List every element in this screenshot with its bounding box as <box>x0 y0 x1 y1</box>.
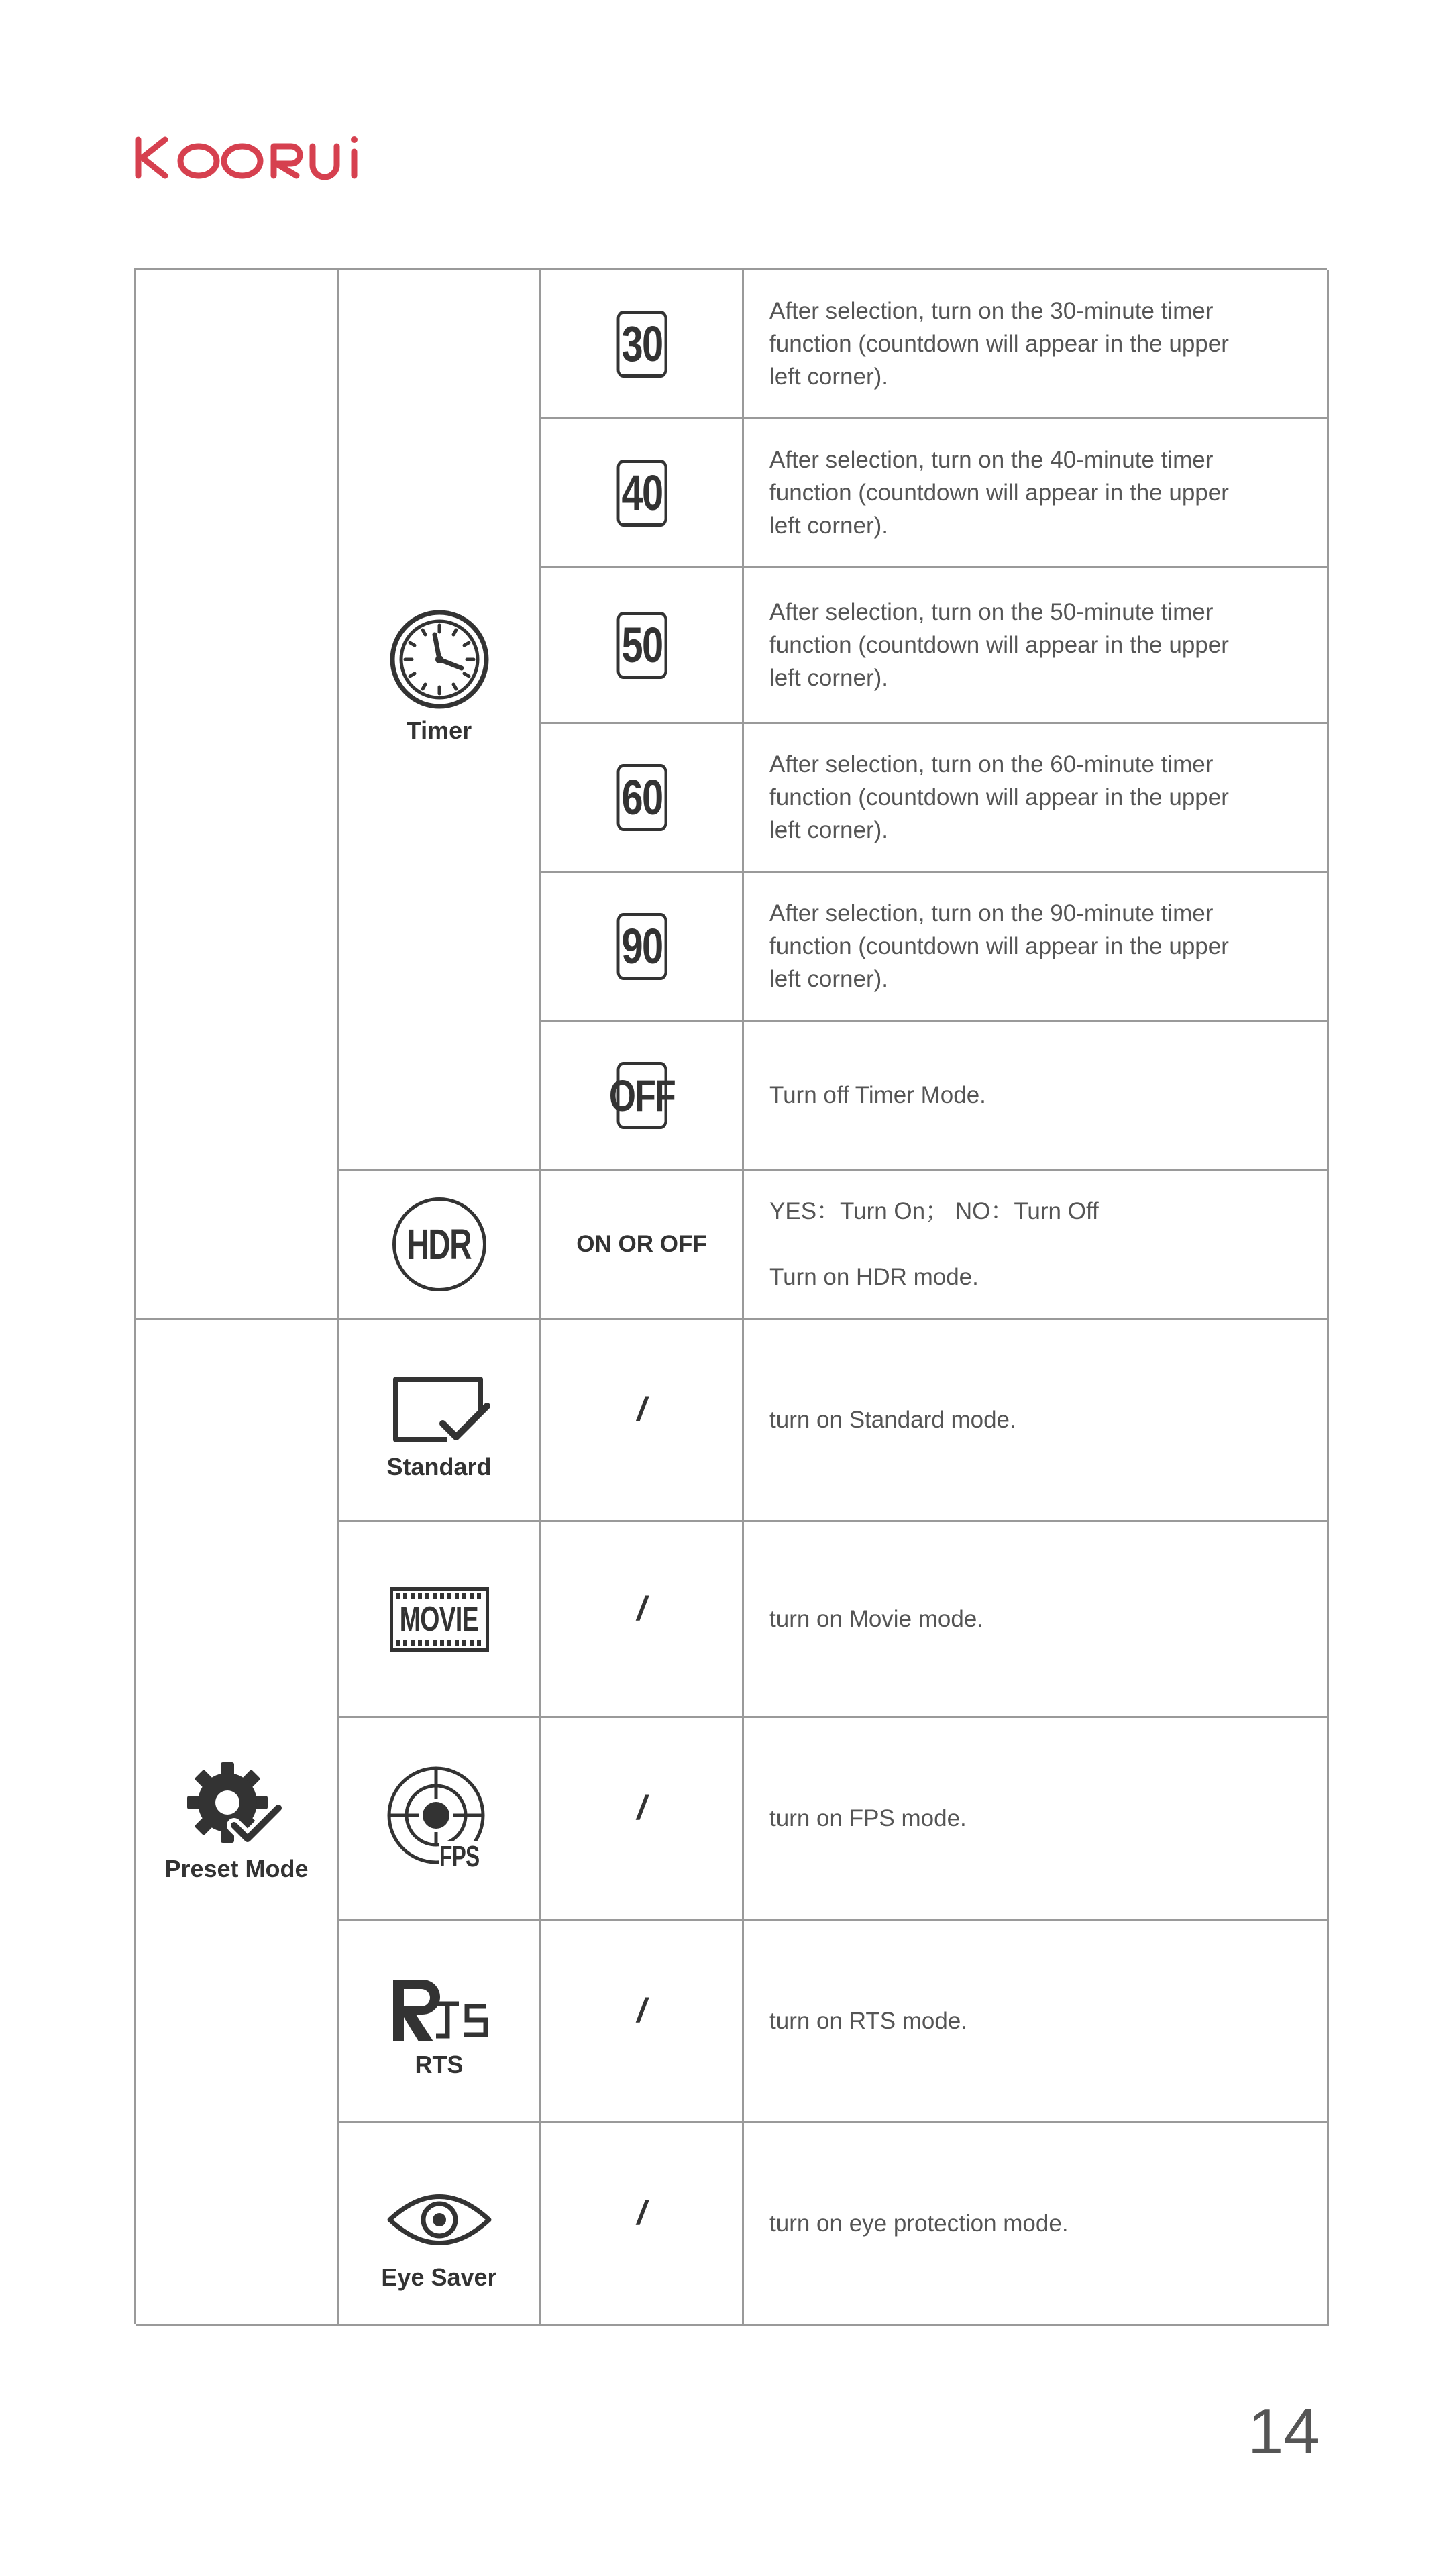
standard-mode-cell <box>339 1320 541 1522</box>
hdr-icon <box>392 1197 486 1291</box>
desc-line: turn on FPS mode. <box>769 1805 967 1831</box>
category-cell-empty <box>136 270 339 1320</box>
eye-saver-value-cell <box>541 2123 744 2326</box>
desc-line: After selection, turn on the 60-minute timer <box>769 751 1214 777</box>
movie-value: / <box>637 1589 647 1627</box>
preset-gear-icon <box>186 1761 286 1848</box>
desc-line: function (countdown will appear in the upper <box>769 331 1229 357</box>
fps-crosshair-icon <box>386 1765 493 1872</box>
movie-icon-text: MOVIE <box>399 1599 479 1639</box>
standard-label: Standard <box>386 1452 492 1481</box>
desc-line: After selection, turn on the 90-minute timer <box>769 900 1214 926</box>
desc-line: Turn off Timer Mode. <box>769 1082 986 1108</box>
rts-desc-cell <box>744 1921 1329 2123</box>
rts-icon <box>389 1977 490 2044</box>
koorui-logo <box>133 131 381 185</box>
timer-option-off <box>541 1022 744 1171</box>
hdr-cell <box>339 1171 541 1320</box>
timer-value-badge: 90 <box>616 913 667 980</box>
movie-icon <box>390 1587 489 1652</box>
fps-mode-cell <box>339 1718 541 1921</box>
timer-option-90 <box>541 873 744 1022</box>
movie-desc-cell <box>744 1522 1329 1718</box>
desc-line: left corner). <box>769 817 888 843</box>
standard-value-cell <box>541 1320 744 1522</box>
desc-line: turn on eye protection mode. <box>769 2210 1069 2237</box>
settings-table <box>134 268 1327 2324</box>
hdr-setting: ON OR OFF <box>576 1230 707 1257</box>
desc-line: function (countdown will appear in the upper <box>769 933 1229 959</box>
hdr-icon-text: HDR <box>407 1220 472 1269</box>
hdr-desc-cell <box>744 1171 1329 1320</box>
desc-line: function (countdown will appear in the upper <box>769 480 1229 506</box>
timer-option-50 <box>541 568 744 724</box>
timer-desc-40 <box>744 419 1329 568</box>
desc-line: After selection, turn on the 30-minute timer <box>769 298 1214 324</box>
desc-line: left corner). <box>769 966 888 992</box>
rts-value-cell <box>541 1921 744 2123</box>
timer-desc-off <box>744 1022 1329 1171</box>
standard-monitor-icon <box>389 1373 490 1446</box>
rts-mode-cell <box>339 1921 541 2123</box>
standard-value: / <box>637 1390 647 1428</box>
fps-value-cell <box>541 1718 744 1921</box>
fps-icon-text: FPS <box>439 1839 479 1873</box>
timer-option-30 <box>541 270 744 419</box>
desc-line: function (countdown will appear in the upper <box>769 784 1229 810</box>
eye-saver-label: Eye Saver <box>381 2263 497 2291</box>
eye-saver-mode-cell <box>339 2123 541 2326</box>
timer-desc-50 <box>744 568 1329 724</box>
desc-line: After selection, turn on the 50-minute timer <box>769 599 1214 625</box>
clock-icon <box>389 609 490 710</box>
eye-saver-desc-cell <box>744 2123 1329 2326</box>
eye-saver-value: / <box>637 2194 647 2232</box>
movie-mode-cell <box>339 1522 541 1718</box>
timer-label: Timer <box>406 716 472 744</box>
page-number: 14 <box>1248 2396 1320 2467</box>
timer-option-60 <box>541 724 744 873</box>
timer-value-badge: 60 <box>616 764 667 831</box>
timer-value-badge: 40 <box>616 460 667 527</box>
desc-line: turn on Standard mode. <box>769 1407 1016 1433</box>
desc-line: turn on RTS mode. <box>769 2008 968 2034</box>
timer-option-40 <box>541 419 744 568</box>
fps-value: / <box>637 1788 647 1827</box>
eye-icon <box>386 2183 493 2257</box>
timer-desc-60 <box>744 724 1329 873</box>
timer-value-badge: 30 <box>616 311 667 378</box>
desc-line: left corner). <box>769 513 888 539</box>
rts-value: / <box>637 1991 647 2029</box>
rts-label: RTS <box>415 2050 464 2078</box>
timer-value-badge: OFF <box>616 1062 667 1129</box>
desc-line: turn on Movie mode. <box>769 1606 984 1632</box>
desc-line: function (countdown will appear in the upper <box>769 632 1229 658</box>
timer-desc-90 <box>744 873 1329 1022</box>
fps-desc-cell <box>744 1718 1329 1921</box>
preset-mode-label: Preset Mode <box>164 1854 309 1882</box>
timer-value-badge: 50 <box>616 612 667 679</box>
preset-mode-cell <box>136 1320 339 2326</box>
timer-desc-30 <box>744 270 1329 419</box>
hdr-setting-cell <box>541 1171 744 1320</box>
desc-line: left corner). <box>769 364 888 390</box>
standard-desc-cell <box>744 1320 1329 1522</box>
desc-line: left corner). <box>769 665 888 691</box>
timer-cell <box>339 270 541 1171</box>
desc-line: After selection, turn on the 40-minute timer <box>769 447 1214 473</box>
desc-line: YES：Turn On； NO：Turn Off <box>769 1198 1099 1224</box>
desc-line: Turn on HDR mode. <box>769 1264 979 1290</box>
movie-value-cell <box>541 1522 744 1718</box>
